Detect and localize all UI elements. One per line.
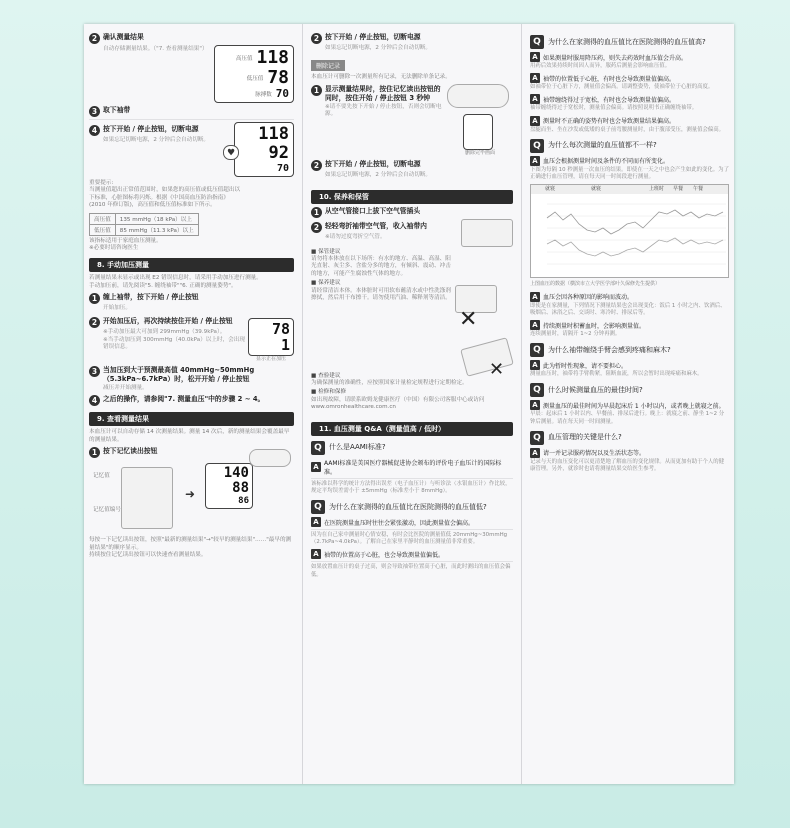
lcd-systolic: 118	[256, 47, 289, 68]
prohibited-x-icon: ✕	[489, 358, 505, 380]
column-right: Q 为什么在家测得的血压值比在医院测得的血压值高? A 如果测量时服用降压药，则失去药效时血压值会升高。 用药后效果持续时间因人而异，服药后测量会影响血压值。 A 袖带的位置低于心脏，有时也会导致测量值偏高。 如袖带位于心脏下方，测量值会偏高。请调整姿势，使袖带位于心脏的高度。 A 袖带缠绕得过于宽松，有时也会导致测量值偏高。 袖带缠绕得过于宽松时，测量值会偏高。请按照说明书正确缠绕袖带。 A 测量时不正确的姿势有时也会导致测量结果偏高。 盘腿而坐、坐在沙发或低矮的桌子前弯腰测量时，由于腹部受压，测量值会偏高。 Q 为什么每次测量的血压值都不一样? A 血压会根据测量时间及条件的不同而有所变化。 下图为每隔 10 秒测量一次血压的结果。即使在一天之中也会产生如此的变化。为了正确进行血压管理，请在每天同一时间段进行测量。 就寝 就寝 上班时 早餐 午餐 上图血压的数据（横滨市立大学医学部叶久保修先生提供） A 血压会因各种原因的影响而波动。 即使是在家测量，下列情况下测量结果也会出现变化：饭后 1 小时之内、饮酒后、吸烟后、沐浴之后、交谈时、寒冷时、排尿后等。 A 持续测量时积蓄血时，会影响测量值。 连续测量时，请隔开 1~2 分钟再测。 Q 为什么袖带缠绕手臂会感到疼痛和麻木? A 此为暂时性现象，请不要担心。 测量血压时，袖带将手臂勒紧，阻断血流，所以会暂时出现疼痛和麻木。 Q 什么时候测量血压的最佳时间? A 测量血压的最佳时间为早晨起床后 1 小时以内，或者晚上就寝之前。 早晨：起床后 1 小时以内、早餐前、排尿后进行。晚上：就寝之前、静坐 1~2 分钟后测量。请在每天同一时间测量。 Q 血压管理的关键是什么? A 请一并记录服药情况以及生活状态等。 记录与天的血压变化可以更清楚地了解血压的变化规律。从而更加有助于个人的健康管理。另外，就诊时也请将测量结果交给医生参考。	[530, 37, 729, 473]
table-row: 低压值 85 mmHg（11.3 kPa）以上	[90, 224, 199, 235]
faq-answer: A 袖带的位置高于心脏，也会导致测量值偏低。	[311, 549, 513, 559]
wrong-storage-icon	[460, 337, 514, 376]
answer-icon: A	[311, 517, 321, 527]
fold-line	[521, 24, 522, 784]
column-left: 2 确认测量结果 自动存储测量结果。（"7. 查看测量结果"） 高压值 118 低压值 78 脉搏数 70 3 取下袖带 4 按下开始 / 停止按钮，切断电源 如果忘记切断电源，2 分钟后会自动切断。 ♥ 118 92 70 重要提示: 当测量值超出正常值范围时，如果您的高压值或低压值超出以下标准，心脏图标将闪烁。根据《中国高血压防治指南》(2010 年修订版)，高压值和低压值标准如下所示。 高压值 135 mmHg（18 kPa）以上 低压值 85 mmHg（11.3 kPa）以上 该指标适用于家庭血压测量。 ※必要时请咨询医生 8. 手动加压测量 若测量结果未显示或出现 E2 错误信息时，请采用手动加压进行测量。 手动加压前，请先阅读"5. 缠绕袖带""6. 正确的测量姿势"。 1 缠上袖带，按下开始 / 停止按钮 开始加压。 2 开始加压后，再次持续按住开始 / 停止按钮 ※手动加压最大可加到 299mmHg（39.9kPa）。 ※当手动加压到 300mmHg（40.0kPa）以上时，会出现错误信息。 78 1 显示正在加压 3 当加压到大于预测最高值 40mmHg~50mmHg（5.3kPa~6.7kPa）时，松开开始 / 停止按钮 减压并开始测量。 4 之后的操作，请参阅"7. 测量血压"中的步骤 2 ~ 4。 9. 查看测量结果 本血压计可以自动存储 14 次测量结果。测量 14 次后，新的测量结果会覆盖最早的测量结果。 1 按下记忆读出按钮 记忆值 记忆值编号 ➜ 140 88 86 每按一下记忆读出按钮，按照"最新的测量结果"→"较早的测量结果"……"最早的测量结果"的顺序显示。 持续按住记忆读出按钮可以快速查看测量结果。	[84, 24, 299, 784]
faq-answer: A 如果测量时服用降压药，则失去药效时血压值会升高。	[530, 52, 729, 62]
bp-wave-graphic	[531, 194, 728, 276]
lcd-diastolic: 78	[267, 67, 289, 88]
section-10-header: 10. 保养和保管	[311, 190, 513, 204]
delete-step-2: 2 按下开始 / 停止按钮，切断电源	[311, 160, 513, 171]
lcd-pulse: 70	[275, 87, 289, 100]
step-2: 2 按下开始 / 停止按钮，切断电源	[311, 33, 513, 44]
question-icon: Q	[530, 139, 544, 153]
step-title: 确认测量结果	[103, 33, 144, 41]
care-step-1: 1 从空气管接口上拔下空气管插头	[311, 207, 513, 218]
fold-line	[302, 24, 303, 784]
delete-records-tag: 删除记录	[311, 60, 345, 71]
question-icon: Q	[311, 441, 325, 455]
step-2: 2 确认测量结果	[89, 33, 294, 44]
device-screen-icon	[121, 467, 173, 529]
question-icon: Q	[530, 431, 544, 445]
answer-icon: A	[311, 549, 321, 559]
answer-icon: A	[530, 156, 540, 166]
answer-icon: A	[311, 462, 321, 472]
manual-step-4: 4 之后的操作，请参阅"7. 测量血压"中的步骤 2 ~ 4。	[89, 395, 294, 406]
section-11-header: 11. 血压测量 Q&A（测量值高 / 低时）	[311, 422, 513, 436]
manual-sheet	[84, 24, 734, 784]
step-note: 自动存储测量结果。（"7. 查看测量结果"）	[103, 46, 208, 52]
section-8-header: 8. 手动加压测量	[89, 258, 294, 272]
important-note: 当测量值超出正常值范围时，如果您的高压值或低压值超出以下标准，心脏图标将闪烁。根据《中国高血压防治指南》(2010 年修订版)，高压值和低压值标准如下所示。	[89, 187, 241, 209]
answer-icon: A	[530, 116, 540, 126]
heart-icon: ♥	[223, 145, 239, 160]
faq-question: Q 为什么在家测得的血压值比在医院测得的血压值高?	[530, 35, 729, 49]
step-3: 3 取下袖带	[89, 106, 294, 117]
faq-question: Q 什么是AAMI标准?	[311, 441, 513, 455]
memory-button-icon	[249, 449, 291, 467]
faq-answer: A 袖带的位置低于心脏，有时也会导致测量值偏高。	[530, 73, 729, 83]
faq-answer: A 此为暂时性现象，请不要担心。	[530, 360, 729, 370]
lcd-display-memory: 140 88 86	[205, 463, 253, 509]
bp-fluctuation-illustration: 就寝 就寝 上班时 早餐 午餐	[530, 184, 729, 278]
question-icon: Q	[530, 383, 544, 397]
answer-icon: A	[530, 320, 540, 330]
faq-answer: A 持续测量时积蓄血时，会影响测量值。	[530, 320, 729, 330]
view-step-1: 1 按下记忆读出按钮	[89, 447, 294, 458]
lcd-display-inflating: 78 1	[248, 318, 294, 356]
column-middle: 2 按下开始 / 停止按钮，切断电源 如果忘记切断电源，2 分钟后会自动切断。 删除记录 本血压计可删除一次测量所有记录，无法删除单条记录。 1 显示测量结果时，按住记忆读出按钮的同时，按住开始 / 停止按钮 3 秒钟 ※请不要先按下开始 / 停止按钮，否则会切断电源。 删除完毕画面 2 按下开始 / 停止按钮，切断电源 如果忘记切断电源，2 分钟后会自动切断。 10. 保养和保管 1 从空气管接口上拔下空气管插头 2 轻轻弯折袖带空气管，收入袖带内 ※请勿过度弯折空气管。 ■ 保管建议 请勿将本体放在以下场所：有水的地方、高温、高湿、阳光直射、灰尘多、含盐分多的地方，有倾斜、震动、冲击的地方，可能产生腐蚀性气体的地方。 ■ 保养建议 请经常清洁本体。本体脏时可用软布蘸清水或中性洗涤剂擦拭，然后用干布擦干。请勿使用汽油、稀释剂等清洁。 ✕ ✕ ■ 查验建议 为确保测量的准确性，应按照国家计量检定规程进行定期检定。 ■ 检修和保修 如出现故障，请联系欧姆龙健康医疗（中国）有限公司客服中心或访问 www.omronhealthcare.com.cn 11. 血压测量 Q&A（测量值高 / 低时） Q 什么是AAMI标准? A AAMI标准是美国医疗器械促进协会颁布的评价电子血压计的国际标准。 该标准以科学的统计方法得出误差（电子血压计）与听诊法（水银血压计）作比较，规定平均误差需小于 ±5mmHg（标准差小于 8mmHg）。 Q 为什么在家测得的血压值比在医院测得的血压值低? A 在医院测量血压时往往会紧张激动，因此测量值会偏高。 因为在自己家中测量时心情安稳，有时会比医院的测量值低 20mmHg~30mmHg（2.7kPa~4.0kPa）。了解自己在家里平静时的血压测量值非常重要。 A 袖带的位置高于心脏，也会导致测量值偏低。 如果放置血压计的桌子过高，则会导致袖带位置高于心脏，而此时测出的血压值会偏低。	[306, 24, 518, 784]
question-icon: Q	[311, 500, 325, 514]
manual-step-2: 2 开始加压后，再次持续按住开始 / 停止按钮	[89, 317, 248, 328]
question-icon: Q	[530, 343, 544, 357]
section-9-header: 9. 查看测量结果	[89, 412, 294, 426]
table-row: 高压值 135 mmHg（18 kPa）以上	[90, 213, 199, 224]
prohibited-x-icon: ✕	[459, 306, 478, 332]
answer-icon: A	[530, 73, 540, 83]
memory-illustration: 记忆值 记忆值编号 ➜ 140 88 86	[89, 459, 294, 537]
question-icon: Q	[530, 35, 544, 49]
faq-answer: A 测量血压的最佳时间为早晨起床后 1 小时以内，或者晚上就寝之前。	[530, 400, 729, 410]
answer-icon: A	[530, 360, 540, 370]
faq-question: Q 为什么袖带缠绕手臂会感到疼痛和麻木?	[530, 343, 729, 357]
faq-answer: A 血压会根据测量时间及条件的不同而有所变化。	[530, 156, 729, 166]
faq-answer: A 袖带缠绕得过于宽松，有时也会导致测量值偏高。	[530, 94, 729, 104]
faq-answer: A 测量时不正确的姿势有时也会导致测量结果偏高。	[530, 116, 729, 126]
faq-answer: A 请一并记录服药情况以及生活状态等。	[530, 448, 729, 458]
delete-step-1: 1 显示测量结果时，按住记忆读出按钮的同时，按住开始 / 停止按钮 3 秒钟	[311, 85, 447, 103]
step-4: 4 按下开始 / 停止按钮，切断电源	[89, 125, 234, 136]
faq-answer: A AAMI标准是美国医疗器械促进协会颁布的评价电子血压计的国际标准。	[311, 458, 513, 476]
cuff-icon	[461, 219, 513, 247]
manual-step-3: 3 当加压到大于预测最高值 40mmHg~50mmHg（5.3kPa~6.7kPa）时，松开开始 / 停止按钮	[89, 366, 294, 384]
faq-answer: A 在医院测量血压时往往会紧张激动，因此测量值会偏高。	[311, 517, 513, 527]
answer-icon: A	[530, 448, 540, 458]
faq-question: Q 血压管理的关键是什么?	[530, 431, 729, 445]
lcd-display-cleared	[463, 114, 493, 150]
lcd-display-result: 高压值 118 低压值 78 脉搏数 70	[214, 45, 294, 103]
answer-icon: A	[530, 52, 540, 62]
bp-standard-table	[89, 213, 199, 236]
faq-answer: A 血压会因各种原因的影响而波动。	[530, 292, 729, 302]
answer-icon: A	[530, 292, 540, 302]
faq-question: Q 为什么在家测得的血压值比在医院测得的血压值低?	[311, 500, 513, 514]
lcd-display-heart: ♥ 118 92 70	[234, 122, 294, 177]
answer-icon: A	[530, 94, 540, 104]
care-step-2: 2 轻轻弯折袖带空气管，收入袖带内	[311, 222, 461, 233]
device-button-icon	[447, 84, 509, 108]
faq-question: Q 什么时候测量血压的最佳时间?	[530, 383, 729, 397]
manual-step-1: 1 缠上袖带，按下开始 / 停止按钮	[89, 293, 294, 304]
answer-icon: A	[530, 400, 540, 410]
arrow-right-icon: ➜	[185, 487, 196, 502]
faq-question: Q 为什么每次测量的血压值都不一样?	[530, 139, 729, 153]
